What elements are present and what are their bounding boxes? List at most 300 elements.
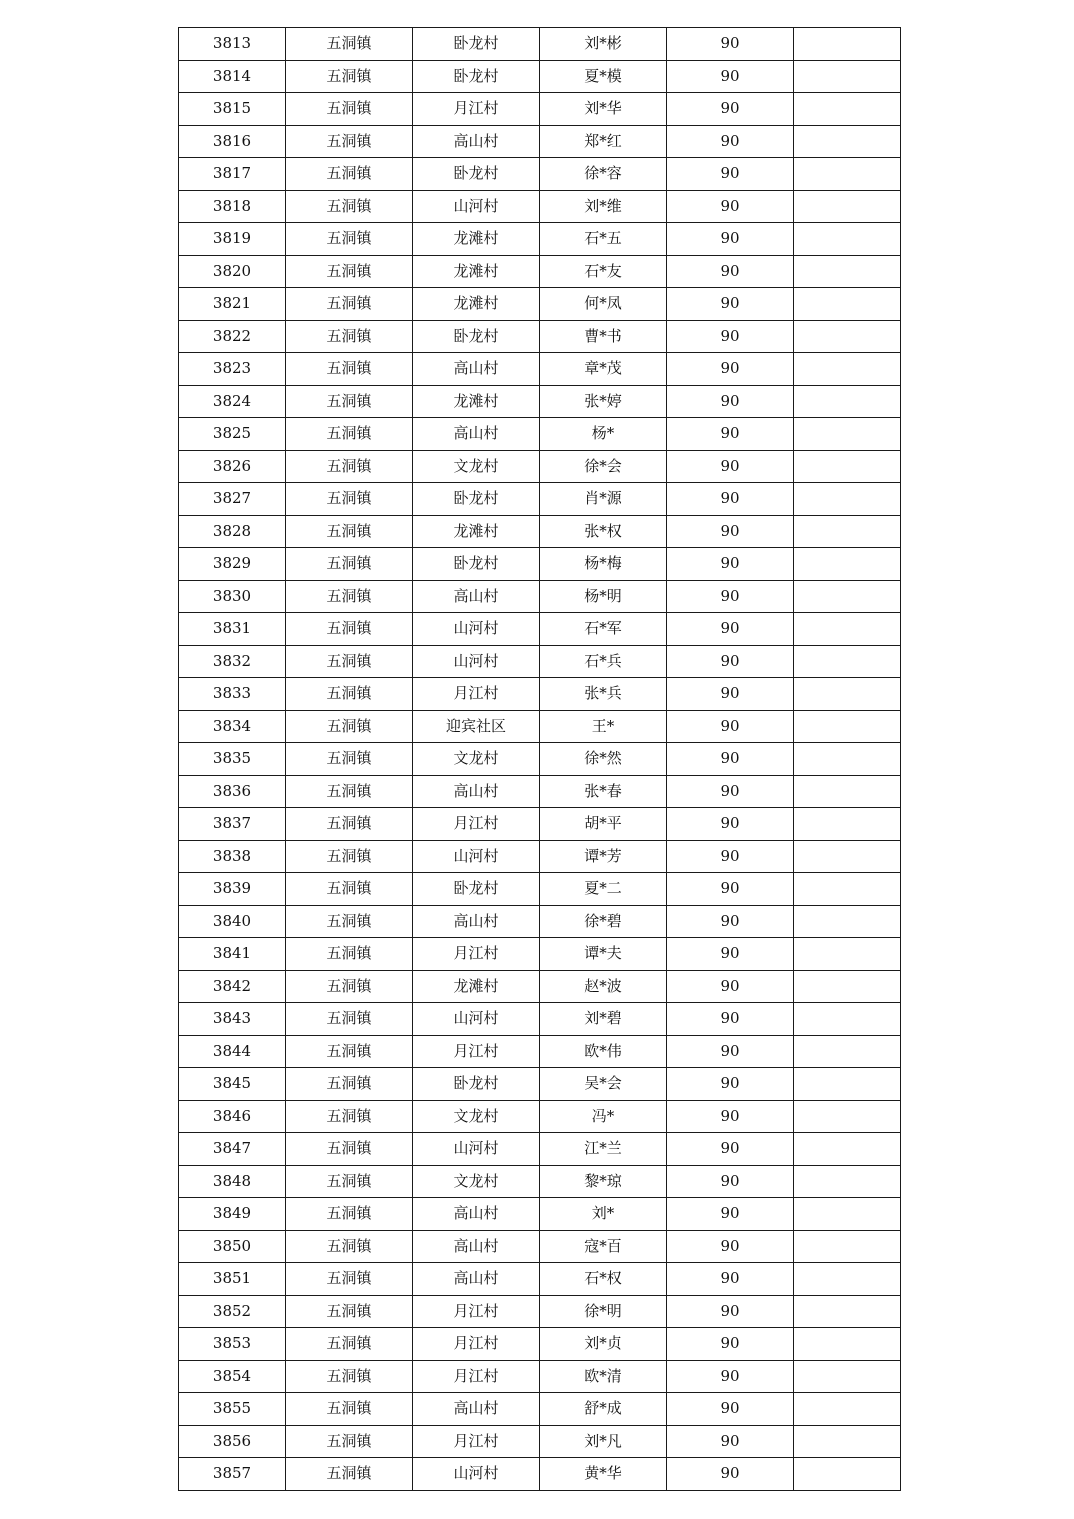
cell-id: 3820 bbox=[179, 255, 286, 288]
cell-score: 90 bbox=[667, 1133, 794, 1166]
cell-village: 卧龙村 bbox=[413, 1068, 540, 1101]
cell-village: 卧龙村 bbox=[413, 548, 540, 581]
cell-score: 90 bbox=[667, 1295, 794, 1328]
cell-note bbox=[794, 1100, 901, 1133]
cell-name: 刘* bbox=[540, 1198, 667, 1231]
cell-town: 五洞镇 bbox=[286, 1458, 413, 1491]
cell-village: 高山村 bbox=[413, 1263, 540, 1296]
cell-score: 90 bbox=[667, 873, 794, 906]
cell-score: 90 bbox=[667, 385, 794, 418]
cell-village: 山河村 bbox=[413, 645, 540, 678]
cell-score: 90 bbox=[667, 1393, 794, 1426]
cell-id: 3844 bbox=[179, 1035, 286, 1068]
cell-id: 3813 bbox=[179, 28, 286, 61]
cell-score: 90 bbox=[667, 223, 794, 256]
cell-score: 90 bbox=[667, 288, 794, 321]
cell-score: 90 bbox=[667, 418, 794, 451]
cell-id: 3841 bbox=[179, 938, 286, 971]
cell-name: 张*春 bbox=[540, 775, 667, 808]
table-row bbox=[179, 1328, 901, 1361]
table-row bbox=[179, 1458, 901, 1491]
data-table bbox=[178, 27, 901, 1491]
cell-id: 3835 bbox=[179, 743, 286, 776]
cell-name: 欧*清 bbox=[540, 1360, 667, 1393]
cell-town: 五洞镇 bbox=[286, 548, 413, 581]
cell-town: 五洞镇 bbox=[286, 710, 413, 743]
cell-note bbox=[794, 1425, 901, 1458]
cell-note bbox=[794, 1263, 901, 1296]
cell-name: 杨*梅 bbox=[540, 548, 667, 581]
cell-id: 3843 bbox=[179, 1003, 286, 1036]
cell-id: 3832 bbox=[179, 645, 286, 678]
cell-note bbox=[794, 385, 901, 418]
cell-name: 石*兵 bbox=[540, 645, 667, 678]
cell-id: 3818 bbox=[179, 190, 286, 223]
cell-id: 3853 bbox=[179, 1328, 286, 1361]
table-row bbox=[179, 613, 901, 646]
cell-town: 五洞镇 bbox=[286, 1425, 413, 1458]
cell-note bbox=[794, 1165, 901, 1198]
table-row bbox=[179, 678, 901, 711]
cell-id: 3819 bbox=[179, 223, 286, 256]
cell-name: 谭*夫 bbox=[540, 938, 667, 971]
cell-name: 刘*凡 bbox=[540, 1425, 667, 1458]
cell-note bbox=[794, 808, 901, 841]
cell-village: 文龙村 bbox=[413, 450, 540, 483]
cell-name: 徐*容 bbox=[540, 158, 667, 191]
cell-village: 龙滩村 bbox=[413, 223, 540, 256]
cell-town: 五洞镇 bbox=[286, 1068, 413, 1101]
cell-note bbox=[794, 645, 901, 678]
cell-name: 张*兵 bbox=[540, 678, 667, 711]
cell-score: 90 bbox=[667, 905, 794, 938]
cell-village: 卧龙村 bbox=[413, 60, 540, 93]
cell-village: 卧龙村 bbox=[413, 483, 540, 516]
table-row bbox=[179, 418, 901, 451]
table-row bbox=[179, 1068, 901, 1101]
cell-note bbox=[794, 125, 901, 158]
cell-id: 3817 bbox=[179, 158, 286, 191]
cell-village: 山河村 bbox=[413, 1458, 540, 1491]
cell-score: 90 bbox=[667, 93, 794, 126]
cell-town: 五洞镇 bbox=[286, 60, 413, 93]
table-body bbox=[179, 28, 901, 1491]
cell-note bbox=[794, 288, 901, 321]
cell-id: 3814 bbox=[179, 60, 286, 93]
cell-village: 月江村 bbox=[413, 1295, 540, 1328]
cell-note bbox=[794, 158, 901, 191]
cell-id: 3837 bbox=[179, 808, 286, 841]
table-row bbox=[179, 1295, 901, 1328]
cell-village: 月江村 bbox=[413, 808, 540, 841]
cell-village: 山河村 bbox=[413, 190, 540, 223]
cell-note bbox=[794, 515, 901, 548]
table-row bbox=[179, 645, 901, 678]
cell-name: 夏*模 bbox=[540, 60, 667, 93]
cell-name: 石*权 bbox=[540, 1263, 667, 1296]
cell-id: 3816 bbox=[179, 125, 286, 158]
table-row bbox=[179, 1133, 901, 1166]
cell-town: 五洞镇 bbox=[286, 743, 413, 776]
cell-id: 3856 bbox=[179, 1425, 286, 1458]
cell-id: 3836 bbox=[179, 775, 286, 808]
cell-id: 3849 bbox=[179, 1198, 286, 1231]
cell-town: 五洞镇 bbox=[286, 678, 413, 711]
cell-village: 月江村 bbox=[413, 1035, 540, 1068]
cell-town: 五洞镇 bbox=[286, 808, 413, 841]
cell-score: 90 bbox=[667, 970, 794, 1003]
cell-name: 寇*百 bbox=[540, 1230, 667, 1263]
cell-village: 月江村 bbox=[413, 938, 540, 971]
cell-village: 高山村 bbox=[413, 775, 540, 808]
cell-village: 月江村 bbox=[413, 1360, 540, 1393]
cell-note bbox=[794, 255, 901, 288]
table-row bbox=[179, 1263, 901, 1296]
table-row bbox=[179, 1198, 901, 1231]
cell-score: 90 bbox=[667, 320, 794, 353]
cell-village: 高山村 bbox=[413, 418, 540, 451]
cell-name: 曹*书 bbox=[540, 320, 667, 353]
cell-id: 3834 bbox=[179, 710, 286, 743]
cell-village: 文龙村 bbox=[413, 1165, 540, 1198]
table-row bbox=[179, 125, 901, 158]
cell-note bbox=[794, 548, 901, 581]
cell-village: 卧龙村 bbox=[413, 158, 540, 191]
cell-town: 五洞镇 bbox=[286, 1100, 413, 1133]
cell-name: 刘*彬 bbox=[540, 28, 667, 61]
cell-village: 龙滩村 bbox=[413, 255, 540, 288]
cell-note bbox=[794, 1068, 901, 1101]
cell-town: 五洞镇 bbox=[286, 1393, 413, 1426]
cell-town: 五洞镇 bbox=[286, 1230, 413, 1263]
cell-note bbox=[794, 1458, 901, 1491]
cell-note bbox=[794, 1295, 901, 1328]
cell-note bbox=[794, 450, 901, 483]
cell-note bbox=[794, 710, 901, 743]
table-row bbox=[179, 483, 901, 516]
cell-town: 五洞镇 bbox=[286, 645, 413, 678]
cell-id: 3846 bbox=[179, 1100, 286, 1133]
cell-village: 山河村 bbox=[413, 1133, 540, 1166]
cell-score: 90 bbox=[667, 710, 794, 743]
cell-name: 冯* bbox=[540, 1100, 667, 1133]
cell-note bbox=[794, 1230, 901, 1263]
cell-village: 山河村 bbox=[413, 840, 540, 873]
cell-score: 90 bbox=[667, 190, 794, 223]
cell-name: 江*兰 bbox=[540, 1133, 667, 1166]
table-row bbox=[179, 223, 901, 256]
cell-village: 迎宾社区 bbox=[413, 710, 540, 743]
cell-village: 高山村 bbox=[413, 125, 540, 158]
cell-name: 舒*成 bbox=[540, 1393, 667, 1426]
cell-score: 90 bbox=[667, 1198, 794, 1231]
cell-town: 五洞镇 bbox=[286, 775, 413, 808]
cell-score: 90 bbox=[667, 1263, 794, 1296]
cell-id: 3850 bbox=[179, 1230, 286, 1263]
cell-town: 五洞镇 bbox=[286, 938, 413, 971]
cell-village: 龙滩村 bbox=[413, 288, 540, 321]
table-row bbox=[179, 1425, 901, 1458]
cell-town: 五洞镇 bbox=[286, 190, 413, 223]
cell-id: 3824 bbox=[179, 385, 286, 418]
cell-town: 五洞镇 bbox=[286, 223, 413, 256]
cell-town: 五洞镇 bbox=[286, 1165, 413, 1198]
cell-id: 3830 bbox=[179, 580, 286, 613]
cell-town: 五洞镇 bbox=[286, 613, 413, 646]
table-row bbox=[179, 450, 901, 483]
cell-town: 五洞镇 bbox=[286, 385, 413, 418]
table-row bbox=[179, 1035, 901, 1068]
table-row bbox=[179, 743, 901, 776]
cell-village: 高山村 bbox=[413, 1393, 540, 1426]
cell-id: 3848 bbox=[179, 1165, 286, 1198]
cell-score: 90 bbox=[667, 1458, 794, 1491]
cell-town: 五洞镇 bbox=[286, 320, 413, 353]
cell-note bbox=[794, 775, 901, 808]
cell-town: 五洞镇 bbox=[286, 1328, 413, 1361]
cell-score: 90 bbox=[667, 743, 794, 776]
cell-id: 3821 bbox=[179, 288, 286, 321]
cell-town: 五洞镇 bbox=[286, 1198, 413, 1231]
cell-village: 高山村 bbox=[413, 580, 540, 613]
table-row bbox=[179, 93, 901, 126]
cell-town: 五洞镇 bbox=[286, 1133, 413, 1166]
cell-name: 黎*琼 bbox=[540, 1165, 667, 1198]
cell-name: 张*婷 bbox=[540, 385, 667, 418]
cell-town: 五洞镇 bbox=[286, 483, 413, 516]
cell-score: 90 bbox=[667, 1068, 794, 1101]
cell-id: 3831 bbox=[179, 613, 286, 646]
cell-score: 90 bbox=[667, 450, 794, 483]
cell-town: 五洞镇 bbox=[286, 288, 413, 321]
cell-town: 五洞镇 bbox=[286, 580, 413, 613]
table-row bbox=[179, 873, 901, 906]
cell-score: 90 bbox=[667, 808, 794, 841]
cell-town: 五洞镇 bbox=[286, 93, 413, 126]
cell-note bbox=[794, 970, 901, 1003]
cell-name: 杨*明 bbox=[540, 580, 667, 613]
table-row bbox=[179, 28, 901, 61]
cell-score: 90 bbox=[667, 1328, 794, 1361]
cell-village: 文龙村 bbox=[413, 743, 540, 776]
cell-name: 肖*源 bbox=[540, 483, 667, 516]
cell-name: 石*五 bbox=[540, 223, 667, 256]
cell-note bbox=[794, 905, 901, 938]
cell-score: 90 bbox=[667, 158, 794, 191]
cell-town: 五洞镇 bbox=[286, 418, 413, 451]
cell-name: 刘*华 bbox=[540, 93, 667, 126]
cell-village: 山河村 bbox=[413, 613, 540, 646]
cell-score: 90 bbox=[667, 840, 794, 873]
cell-id: 3840 bbox=[179, 905, 286, 938]
table-row bbox=[179, 288, 901, 321]
cell-name: 郑*红 bbox=[540, 125, 667, 158]
cell-name: 徐*然 bbox=[540, 743, 667, 776]
cell-id: 3855 bbox=[179, 1393, 286, 1426]
cell-score: 90 bbox=[667, 28, 794, 61]
cell-id: 3826 bbox=[179, 450, 286, 483]
table-row bbox=[179, 938, 901, 971]
cell-id: 3851 bbox=[179, 1263, 286, 1296]
cell-note bbox=[794, 353, 901, 386]
cell-note bbox=[794, 418, 901, 451]
table-row bbox=[179, 775, 901, 808]
cell-name: 吴*会 bbox=[540, 1068, 667, 1101]
cell-town: 五洞镇 bbox=[286, 450, 413, 483]
cell-note bbox=[794, 1003, 901, 1036]
cell-village: 龙滩村 bbox=[413, 515, 540, 548]
table-row bbox=[179, 255, 901, 288]
cell-id: 3838 bbox=[179, 840, 286, 873]
cell-id: 3828 bbox=[179, 515, 286, 548]
cell-town: 五洞镇 bbox=[286, 28, 413, 61]
table-row bbox=[179, 905, 901, 938]
table-row bbox=[179, 808, 901, 841]
cell-score: 90 bbox=[667, 1360, 794, 1393]
cell-note bbox=[794, 223, 901, 256]
cell-name: 胡*平 bbox=[540, 808, 667, 841]
cell-town: 五洞镇 bbox=[286, 873, 413, 906]
cell-note bbox=[794, 1393, 901, 1426]
cell-town: 五洞镇 bbox=[286, 158, 413, 191]
cell-village: 月江村 bbox=[413, 1328, 540, 1361]
cell-note bbox=[794, 1035, 901, 1068]
cell-town: 五洞镇 bbox=[286, 1263, 413, 1296]
cell-name: 章*茂 bbox=[540, 353, 667, 386]
cell-name: 徐*明 bbox=[540, 1295, 667, 1328]
cell-village: 卧龙村 bbox=[413, 873, 540, 906]
cell-score: 90 bbox=[667, 580, 794, 613]
cell-village: 月江村 bbox=[413, 1425, 540, 1458]
cell-note bbox=[794, 678, 901, 711]
table-row bbox=[179, 1360, 901, 1393]
cell-town: 五洞镇 bbox=[286, 1003, 413, 1036]
cell-name: 刘*维 bbox=[540, 190, 667, 223]
cell-note bbox=[794, 613, 901, 646]
table-row bbox=[179, 1393, 901, 1426]
cell-note bbox=[794, 1360, 901, 1393]
cell-note bbox=[794, 873, 901, 906]
cell-name: 欧*伟 bbox=[540, 1035, 667, 1068]
cell-id: 3833 bbox=[179, 678, 286, 711]
cell-score: 90 bbox=[667, 60, 794, 93]
cell-village: 卧龙村 bbox=[413, 28, 540, 61]
cell-town: 五洞镇 bbox=[286, 905, 413, 938]
cell-name: 石*友 bbox=[540, 255, 667, 288]
cell-town: 五洞镇 bbox=[286, 353, 413, 386]
cell-score: 90 bbox=[667, 483, 794, 516]
cell-name: 刘*贞 bbox=[540, 1328, 667, 1361]
cell-town: 五洞镇 bbox=[286, 1035, 413, 1068]
cell-score: 90 bbox=[667, 613, 794, 646]
table-row bbox=[179, 548, 901, 581]
cell-note bbox=[794, 938, 901, 971]
cell-score: 90 bbox=[667, 125, 794, 158]
cell-score: 90 bbox=[667, 678, 794, 711]
cell-village: 高山村 bbox=[413, 353, 540, 386]
cell-village: 月江村 bbox=[413, 93, 540, 126]
cell-score: 90 bbox=[667, 1100, 794, 1133]
cell-village: 高山村 bbox=[413, 905, 540, 938]
table-row bbox=[179, 1100, 901, 1133]
cell-town: 五洞镇 bbox=[286, 515, 413, 548]
cell-score: 90 bbox=[667, 775, 794, 808]
table-row bbox=[179, 60, 901, 93]
cell-score: 90 bbox=[667, 1425, 794, 1458]
cell-note bbox=[794, 93, 901, 126]
cell-name: 何*凤 bbox=[540, 288, 667, 321]
cell-village: 高山村 bbox=[413, 1198, 540, 1231]
cell-note bbox=[794, 483, 901, 516]
cell-name: 谭*芳 bbox=[540, 840, 667, 873]
cell-id: 3823 bbox=[179, 353, 286, 386]
cell-score: 90 bbox=[667, 515, 794, 548]
cell-note bbox=[794, 1328, 901, 1361]
cell-note bbox=[794, 28, 901, 61]
cell-town: 五洞镇 bbox=[286, 255, 413, 288]
cell-village: 山河村 bbox=[413, 1003, 540, 1036]
cell-id: 3847 bbox=[179, 1133, 286, 1166]
cell-village: 文龙村 bbox=[413, 1100, 540, 1133]
cell-id: 3854 bbox=[179, 1360, 286, 1393]
table-row bbox=[179, 320, 901, 353]
cell-id: 3825 bbox=[179, 418, 286, 451]
cell-note bbox=[794, 1133, 901, 1166]
cell-id: 3829 bbox=[179, 548, 286, 581]
cell-id: 3845 bbox=[179, 1068, 286, 1101]
cell-score: 90 bbox=[667, 1003, 794, 1036]
table-row bbox=[179, 158, 901, 191]
table-row bbox=[179, 385, 901, 418]
cell-town: 五洞镇 bbox=[286, 840, 413, 873]
cell-score: 90 bbox=[667, 1035, 794, 1068]
table-row bbox=[179, 353, 901, 386]
cell-score: 90 bbox=[667, 1165, 794, 1198]
cell-note bbox=[794, 743, 901, 776]
cell-name: 黄*华 bbox=[540, 1458, 667, 1491]
cell-village: 高山村 bbox=[413, 1230, 540, 1263]
cell-score: 90 bbox=[667, 353, 794, 386]
cell-score: 90 bbox=[667, 1230, 794, 1263]
cell-town: 五洞镇 bbox=[286, 125, 413, 158]
table-row bbox=[179, 190, 901, 223]
cell-id: 3827 bbox=[179, 483, 286, 516]
cell-town: 五洞镇 bbox=[286, 1360, 413, 1393]
table-row bbox=[179, 1230, 901, 1263]
cell-name: 张*权 bbox=[540, 515, 667, 548]
document-table-container bbox=[178, 27, 901, 1491]
cell-id: 3839 bbox=[179, 873, 286, 906]
cell-village: 龙滩村 bbox=[413, 970, 540, 1003]
cell-name: 夏*二 bbox=[540, 873, 667, 906]
cell-note bbox=[794, 60, 901, 93]
cell-id: 3842 bbox=[179, 970, 286, 1003]
cell-village: 月江村 bbox=[413, 678, 540, 711]
cell-note bbox=[794, 320, 901, 353]
cell-id: 3852 bbox=[179, 1295, 286, 1328]
cell-village: 龙滩村 bbox=[413, 385, 540, 418]
cell-id: 3815 bbox=[179, 93, 286, 126]
cell-name: 徐*会 bbox=[540, 450, 667, 483]
table-row bbox=[179, 970, 901, 1003]
table-row bbox=[179, 515, 901, 548]
cell-id: 3857 bbox=[179, 1458, 286, 1491]
cell-town: 五洞镇 bbox=[286, 1295, 413, 1328]
cell-name: 石*军 bbox=[540, 613, 667, 646]
table-row bbox=[179, 840, 901, 873]
cell-name: 王* bbox=[540, 710, 667, 743]
table-row bbox=[179, 1003, 901, 1036]
